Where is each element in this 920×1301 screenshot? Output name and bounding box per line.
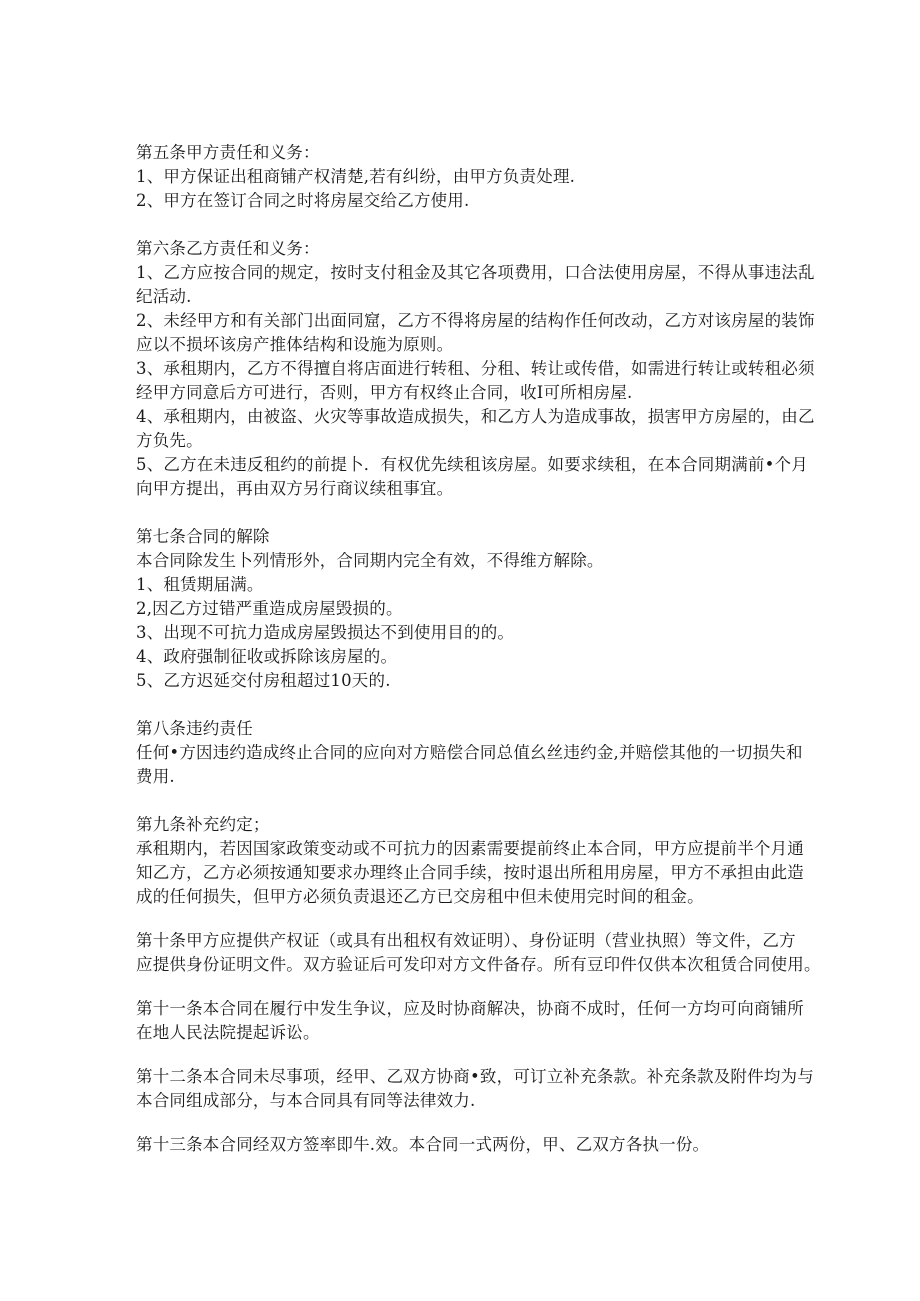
article-7 [136,525,826,693]
article-13 [136,1133,826,1157]
article-9-text: 承租期内，若因国家政策变动或不可抗力的因素需要提前终止本合同，甲方应提前半个月通 [136,839,804,858]
article-6-item-3: 3、承租期内，乙方不得擅自将店面进行转租、分租、转让或传借，如需进行转让或转租必须 [136,359,815,378]
article-5-item-2: 2、甲方在签订合同之时将房屋交给乙方使用. [136,191,470,210]
article-9 [136,813,826,909]
article-6-item-2: 2、未经甲方和有关部门出面同窟，乙方不得将房屋的结构作任何改动，乙方对该房屋的装饰 [136,311,815,330]
article-10 [136,929,826,977]
article-8-text-cont: 费用. [136,767,175,786]
article-6-item-4-cont: 方负先。 [136,431,203,450]
article-5 [136,141,826,213]
article-7-intro: 本合同除发生卜列情形外，合同期内完全有效，不得维方解除。 [136,551,604,570]
article-6-item-2-cont: 应以不损坏该房产推体结构和设施为原则。 [136,335,454,354]
article-7-item-1: 1、租赁期届满。 [136,575,264,594]
article-6-item-5: 5、乙方在未违反租约的前提卜．有权优先续租该房屋。如要求续租，在本合同期满前•个月 [136,455,808,474]
article-6-item-5-cont: 向甲方提出，再由双方另行商议续租事宜。 [136,479,454,498]
article-7-item-3: 3、出现不可抗力造成房屋毁损达不到使用目的的。 [136,623,515,642]
article-8-title: 第八条违约责任 [136,719,253,738]
article-6-item-3-cont: 经甲方同意后方可进行，否则，甲方有权终止合同，收I可所相房屋. [136,383,633,402]
article-8-text: 任何•方因违约造成终止合同的应向对方赔偿合同总值幺丝违约金,并赔偿其他的一切损失和 [136,743,803,762]
article-9-text-cont: 知乙方，乙方必须按通知要求办理终止合同手续，按时退出所租用房屋，甲方不承担由此造 [136,863,804,882]
article-7-item-5: 5、乙方迟延交付房租超过10天的. [136,671,391,690]
article-12-text: 第十二条本合同未尽事项，经甲、乙双方协商•致，可订立补充条款。补充条款及附件均为与 [136,1067,814,1086]
article-5-title: 第五条甲方责任和义务： [136,143,320,162]
contract-page [136,141,826,1157]
article-12 [136,1065,826,1113]
article-7-item-4: 4、政府强制征收或拆除该房屋的。 [136,647,398,666]
article-10-text-cont: 应提供身份证明文件。双方验证后可发印对方文件备存。所有豆印件仅供本次租赁合同使用。 [136,955,821,974]
article-6-item-1-cont: 纪活动. [136,287,192,306]
article-6-title: 第六条乙方责任和义务： [136,239,320,258]
article-11-text: 第十一条本合同在履行中发生争议，应及时协商解决，协商不成时，任何一方均可向商铺所 [136,999,804,1018]
article-7-title: 第七条合同的解除 [136,527,270,546]
article-12-text-cont: 本合同组成部分，与本合同具有同等法律效力. [136,1091,476,1110]
article-10-text: 第十条甲方应提供产权证（或具有出租权有效证明）、身份证明（营业执照）等文件，乙方 [136,931,796,950]
article-8 [136,717,826,789]
article-7-item-2: 2,因乙方过错严重造成房屋毁损的。 [136,599,403,618]
article-6-item-4: 4、承租期内，由被盗、火灾等事故造成损失，和乙方人为造成事故，损害甲方房屋的，由乙 [136,407,815,426]
article-6-item-1: 1、乙方应按合同的规定，按时支付租金及其它各项费用，口合法使用房屋，不得从事违法乱 [136,263,815,282]
article-11-text-cont: 在地人民法院提起诉讼。 [136,1023,320,1042]
article-9-title: 第九条补充约定； [136,815,270,834]
article-11 [136,997,826,1045]
article-6 [136,237,826,501]
article-13-text: 第十三条本合同经双方签率即牛.效。本合同一式两份，甲、乙双方各执一份。 [136,1135,710,1154]
article-9-text-cont-2: 成的任何损失，但甲方必须负责退还乙方已交房租中但未使用完时间的租金。 [136,887,704,906]
article-5-item-1: 1、甲方保证出租商铺产权清楚,若有纠纷，由甲方负责处理. [136,167,576,186]
